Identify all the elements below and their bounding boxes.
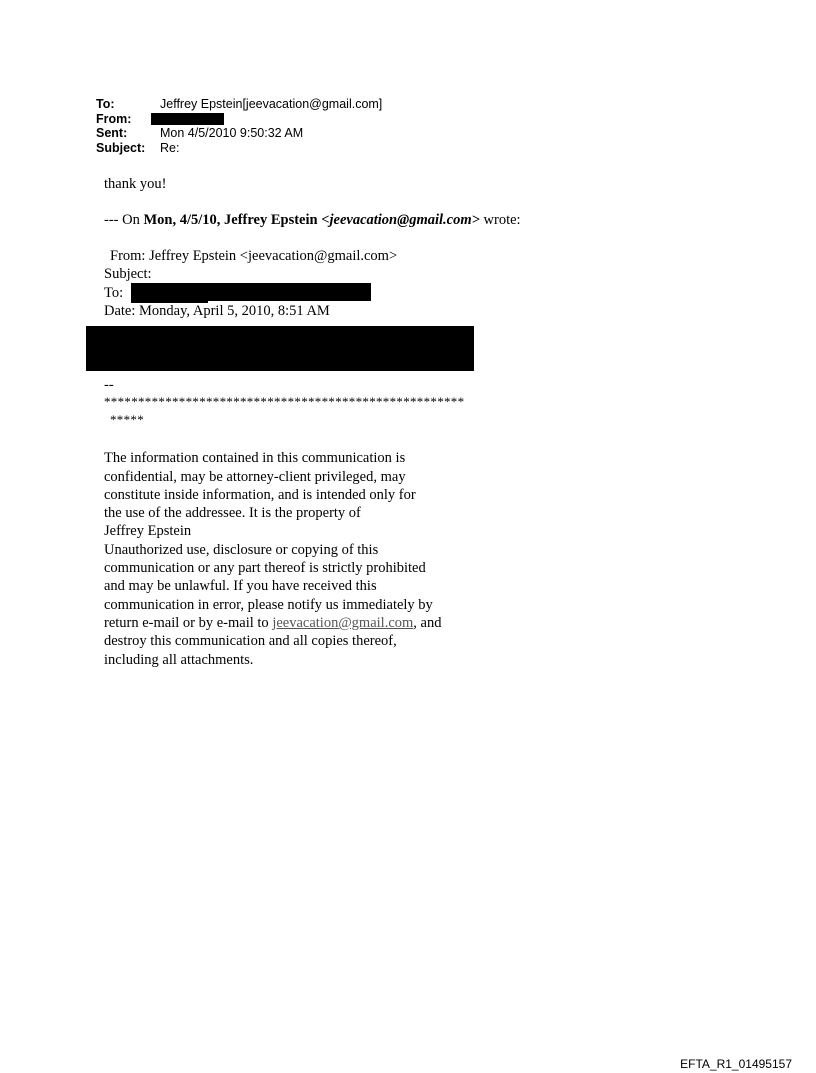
sent-row	[96, 126, 382, 141]
to-label: To:	[96, 97, 115, 111]
sent-value: Mon 4/5/2010 9:50:32 AM	[160, 126, 304, 140]
disclaimer-line: constitute inside information, and is intended only for	[104, 486, 416, 503]
from-row	[96, 112, 382, 127]
to-value: Jeffrey Epstein[jeevacation@gmail.com]	[160, 97, 383, 111]
return-line	[104, 614, 441, 632]
disclaimer-line: communication in error, please notify us immediately by	[104, 596, 433, 613]
disclaimer-line: Jeffrey Epstein	[104, 523, 192, 540]
return-prefix: return e-mail or by e-mail to	[104, 614, 273, 631]
quote-intro-email: <jeevacation@gmail.com>	[321, 212, 480, 228]
disclaimer-line: and may be unlawful. If you have received this	[104, 578, 377, 595]
quote-intro	[104, 211, 521, 229]
stars-short: *****	[110, 412, 144, 427]
subject-row	[96, 141, 382, 156]
reply-text: thank you!	[104, 176, 167, 192]
body-redaction	[86, 326, 474, 371]
quote-intro-date: Mon, 4/5/10, Jeffrey Epstein	[143, 212, 322, 228]
disclaimer-line: confidential, may be attorney-client privileged, may	[104, 468, 406, 485]
disclaimer-line: The information contained in this communication is	[104, 450, 406, 467]
quoted-subject: Subject:	[104, 266, 152, 282]
disclaimer-line: including all attachments.	[104, 651, 254, 668]
document-id: EFTA_R1_01495157	[680, 1057, 792, 1071]
disclaimer-block	[104, 431, 441, 687]
email-header	[96, 97, 382, 155]
to-redaction-2	[208, 283, 371, 301]
subject-value: Re:	[160, 140, 180, 155]
disclaimer-line: Unauthorized use, disclosure or copying of this	[104, 541, 379, 558]
email-link[interactable]: jeevacation@gmail.com	[272, 614, 414, 631]
disclaimer-line: the use of the addressee. It is the property of	[104, 505, 361, 522]
disclaimer-line: destroy this communication and all copies thereof,	[104, 633, 397, 650]
to-row	[96, 97, 382, 112]
quoted-from: From: Jeffrey Epstein <jeevacation@gmail.com>	[110, 248, 398, 264]
quote-intro-suffix: wrote:	[479, 212, 521, 228]
from-redaction	[151, 113, 224, 125]
quote-intro-prefix: --- On	[104, 212, 144, 228]
disclaimer-line: communication or any part thereof is strictly prohibited	[104, 560, 426, 577]
return-suffix: , and	[413, 614, 442, 631]
to-redaction-1	[131, 283, 208, 303]
quoted-date: Date: Monday, April 5, 2010, 8:51 AM	[104, 303, 330, 319]
sent-label: Sent:	[96, 126, 128, 140]
subject-label: Subject:	[96, 140, 146, 155]
stars-line: *****************************************************	[104, 394, 465, 409]
quoted-to: To:	[104, 285, 124, 301]
from-label: From:	[96, 111, 132, 126]
signature-dash: --	[104, 377, 114, 393]
